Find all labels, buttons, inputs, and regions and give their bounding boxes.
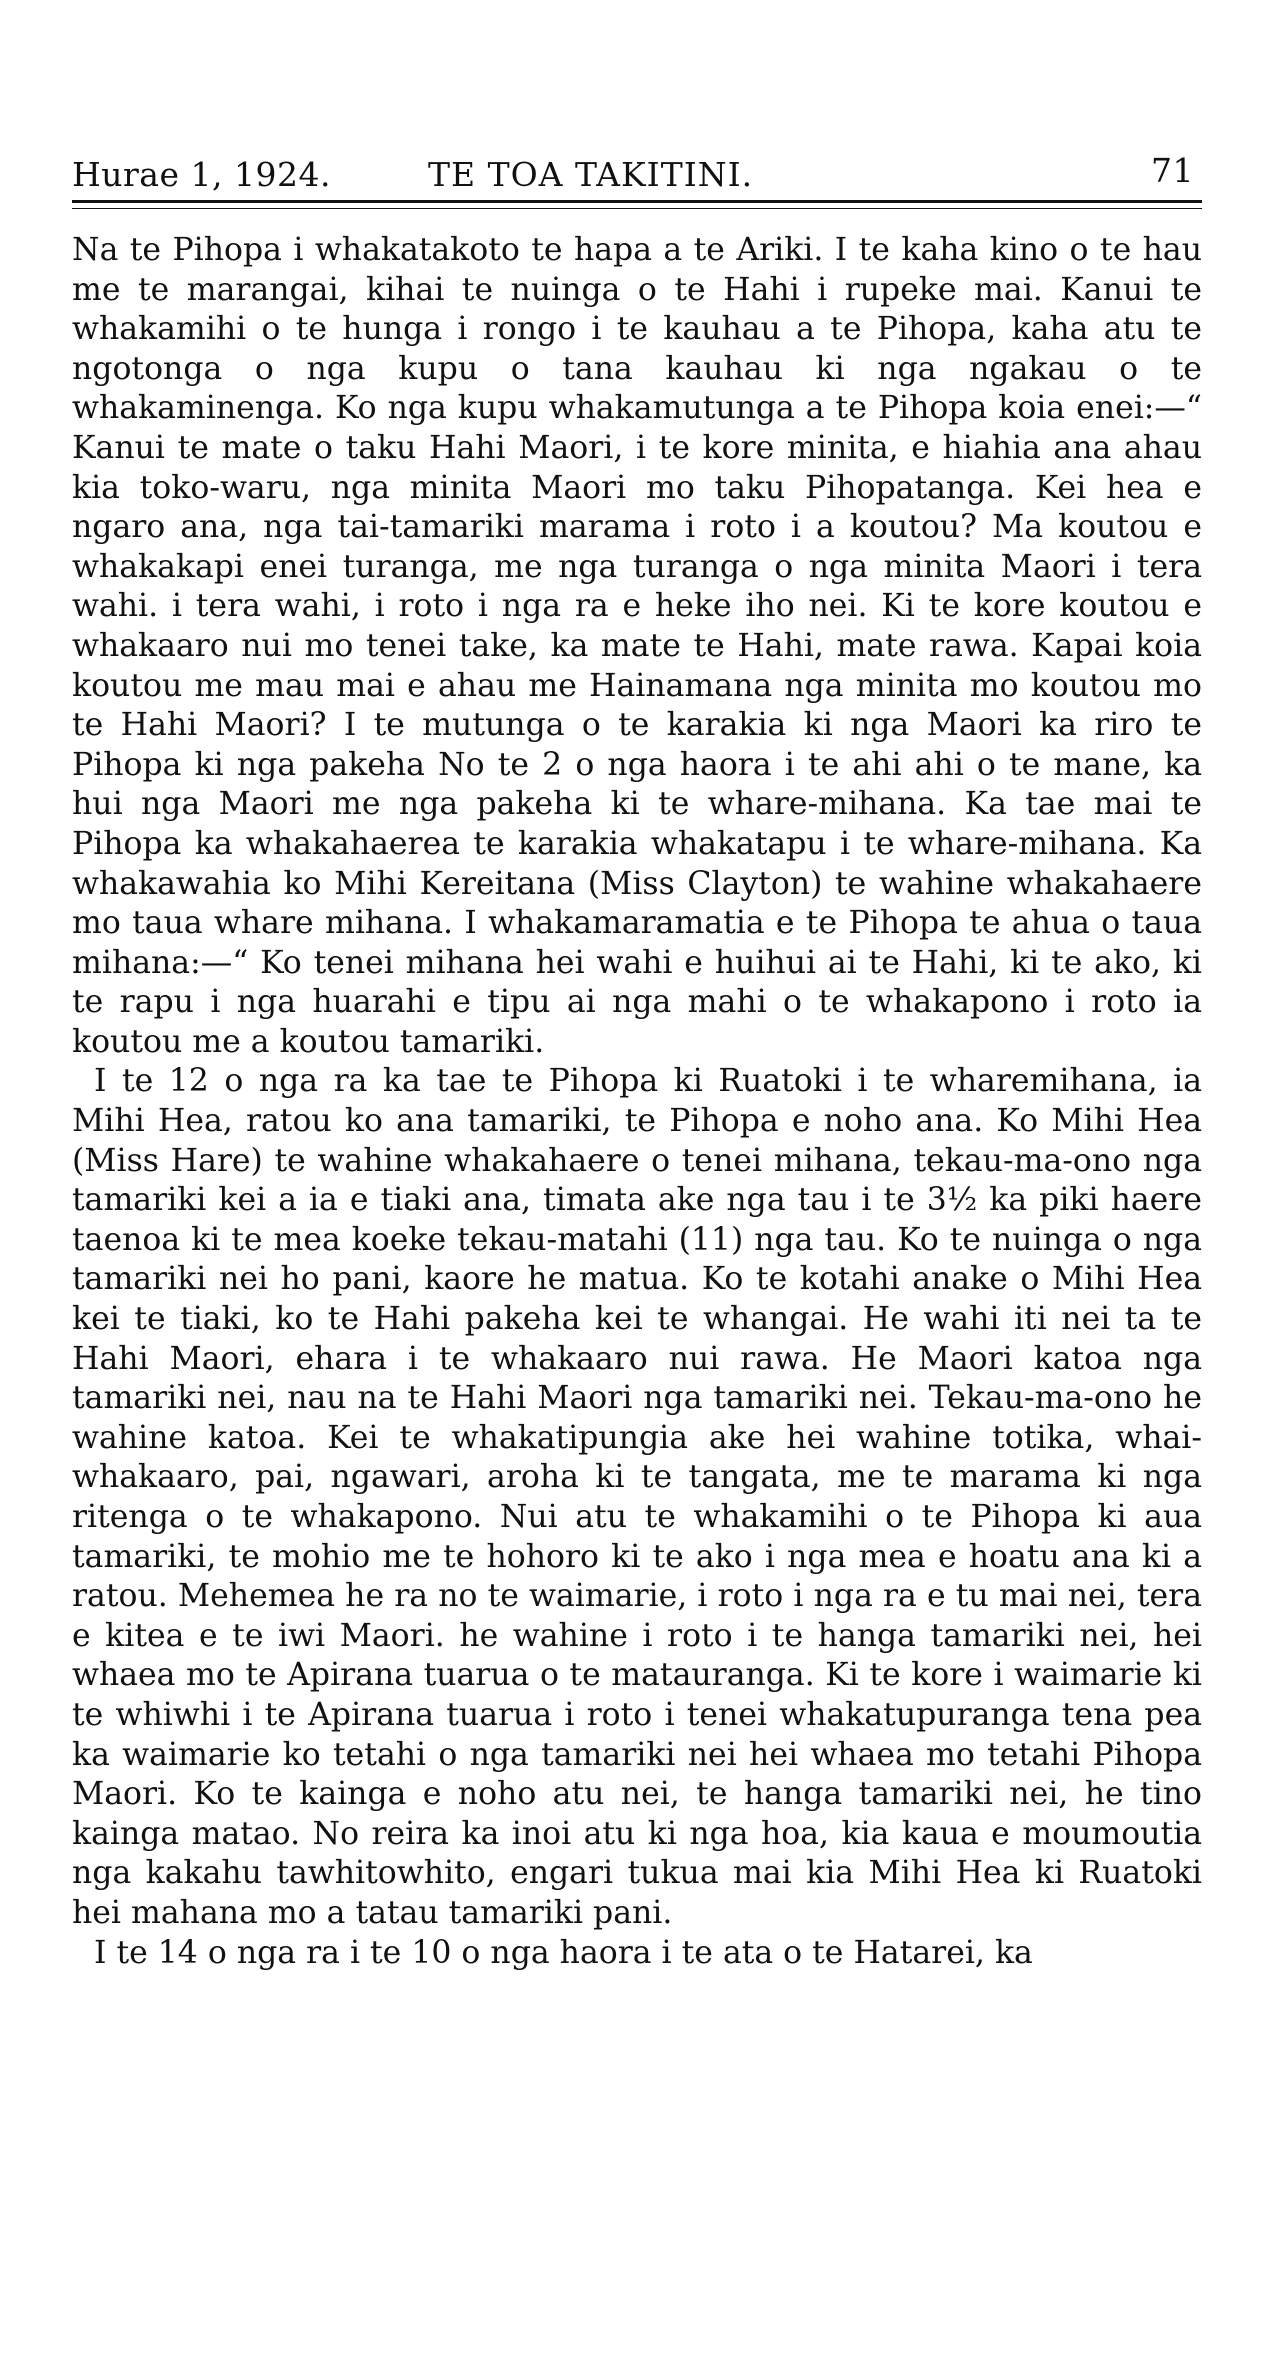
- article-body: [72, 231, 1202, 1973]
- publication-title: TE TOA TAKITINI.: [428, 155, 754, 194]
- paragraph-3: I te 14 o nga ra i te 10 o nga haora i te ata o te Hatarei, ka: [94, 1934, 1033, 1971]
- document-page: [72, 150, 1202, 1973]
- header-rule-thin: [72, 208, 1202, 209]
- paragraph-1: Na te Pihopa i whakatakoto te hapa a te Ariki. I te kaha kino o te hau me te marangai, kihai te nuinga o te Hahi i rupeke mai. Kanui te whakamihi o te hunga i rongo i te kauhau a te Pihopa, kaha atu te ngotonga o nga kupu o tana kauhau ki nga ngakau o te whakaminenga. Ko nga kupu whakamutunga a te Pihopa koia enei:—“ Kanui te mate o taku Hahi Maori, i te kore minita, e hiahia ana ahau kia toko-waru, nga minita Maori mo taku Pihopatanga. Kei hea e ngaro ana, nga tai-tamariki marama i roto i a koutou? Ma koutou e whakakapi enei turanga, me nga turanga o nga minita Maori i tera wahi. i tera wahi, i roto i nga ra e heke iho nei. Ki te kore koutou e whakaaro nui mo tenei take, ka mate te Hahi, mate rawa. Kapai koia koutou me mau mai e ahau me Hainamana nga minita mo koutou mo te Hahi Maori? I te mutunga o te karakia ki nga Maori ka riro te Pihopa ki nga pakeha No te 2 o nga haora i te ahi ahi o te mane, ka hui nga Maori me nga pakeha ki te whare-mihana. Ka tae mai te Pihopa ka whakahaerea te karakia whakatapu i te whare-mihana. Ka whakawahia ko Mihi Kereitana (Miss Clayton) te wahine whakahaere mo taua whare mihana. I whakamaramatia e te Pihopa te ahua o taua mihana:—“ Ko tenei mihana hei wahi e huihui ai te Hahi, ki te ako, ki te rapu i nga huarahi e tipu ai nga mahi o te whakapono i roto ia koutou me a koutou tamariki.: [72, 232, 1202, 1060]
- running-header: [72, 150, 1202, 200]
- issue-date: Hurae 1, 1924.: [72, 155, 331, 194]
- paragraph-2: I te 12 o nga ra ka tae te Pihopa ki Ruatoki i te wharemihana, ia Mihi Hea, ratou ko ana tamariki, te Pihopa e noho ana. Ko Mihi Hea (Miss Hare) te wahine whakahaere o tenei mihana, tekau-ma-ono nga tamariki kei a ia e tiaki ana, timata ake nga tau i te 3½ ka piki haere taenoa ki te mea koeke tekau-matahi (11) nga tau. Ko te nuinga o nga tamariki nei ho pani, kaore he matua. Ko te kotahi anake o Mihi Hea kei te tiaki, ko te Hahi pakeha kei te whangai. He wahi iti nei ta te Hahi Maori, ehara i te whakaaro nui rawa. He Maori katoa nga tamariki nei, nau na te Hahi Maori nga tamariki nei. Tekau-ma-ono he wahine katoa. Kei te whakatipungia ake hei wahine totika, whai-whakaaro, pai, ngawari, aroha ki te tangata, me te marama ki nga ritenga o te whakapono. Nui atu te whakamihi o te Pihopa ki aua tamariki, te mohio me te hohoro ki te ako i nga mea e hoatu ana ki a ratou. Mehemea he ra no te waimarie, i roto i nga ra e tu mai nei, tera e kitea e te iwi Maori. he wahine i roto i te hanga tamariki nei, hei whaea mo te Apirana tuarua o te matauranga. Ki te kore i waimarie ki te whiwhi i te Apirana tuarua i roto i tenei whakatupuranga tena pea ka waimarie ko tetahi o nga tamariki nei hei whaea mo tetahi Pihopa Maori. Ko te kainga e noho atu nei, te hanga tamariki nei, he tino kainga matao. No reira ka inoi atu ki nga hoa, kia kaua e moumoutia nga kakahu tawhitowhito, engari tukua mai kia Mihi Hea ki Ruatoki hei mahana mo a tatau tamariki pani.: [72, 1063, 1202, 1931]
- header-rule-thick: [72, 200, 1202, 203]
- page-number: 71: [1151, 151, 1194, 190]
